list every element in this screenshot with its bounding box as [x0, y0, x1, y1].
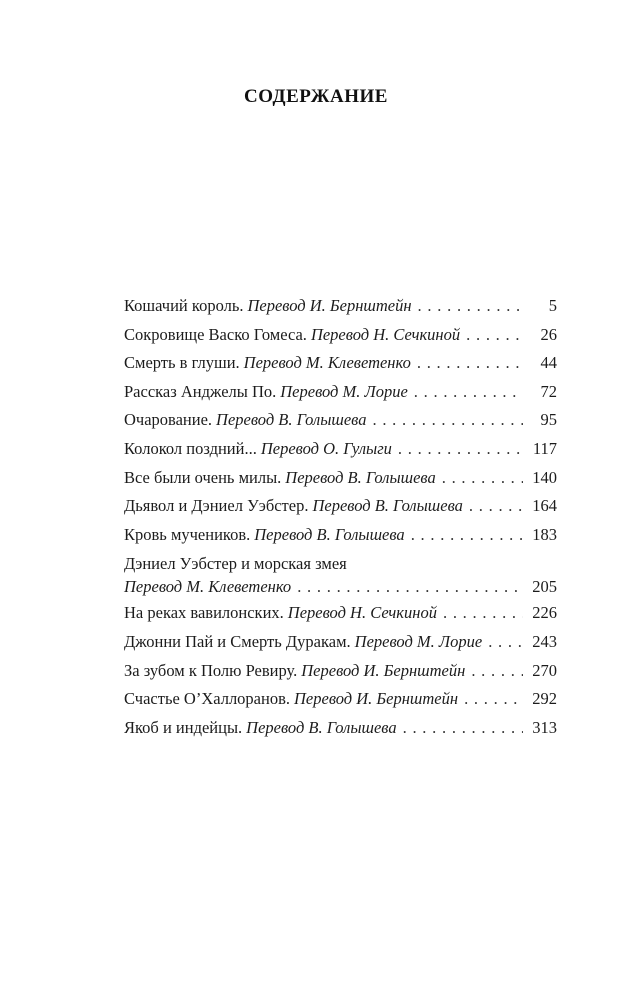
- toc-entry[interactable]: [124, 599, 557, 628]
- entry-title: На реках вавилонских.: [124, 603, 284, 623]
- entry-page-number: 226: [532, 603, 557, 623]
- dot-leader: [464, 685, 523, 714]
- toc-entry[interactable]: [124, 685, 557, 714]
- entry-translator: Перевод М. Клеветенко: [124, 577, 292, 597]
- dot-leader: [403, 714, 523, 743]
- entry-page-number: 205: [532, 577, 557, 597]
- entry-translator: Перевод В. Голышева: [312, 496, 463, 516]
- toc-entry[interactable]: [124, 378, 557, 407]
- entry-page-number: 164: [532, 496, 557, 516]
- toc-entry[interactable]: [124, 628, 557, 657]
- toc-entry[interactable]: [124, 521, 557, 550]
- dot-leader: [372, 406, 523, 435]
- entry-translator: Перевод Н. Сечкиной: [287, 603, 437, 623]
- entry-translator: Перевод М. Клеветенко: [243, 353, 411, 373]
- toc-entry[interactable]: [124, 435, 557, 464]
- toc-entry[interactable]: [124, 321, 557, 350]
- entry-translator: Перевод М. Лорие: [280, 381, 408, 401]
- entry-page-number: 313: [532, 717, 557, 737]
- toc-entry[interactable]: [124, 714, 557, 743]
- dot-leader: [443, 599, 523, 628]
- dot-leader: [417, 349, 523, 378]
- toc-entry[interactable]: [124, 492, 557, 521]
- entry-page-number: 26: [540, 324, 557, 344]
- toc-entry[interactable]: [124, 349, 557, 378]
- entry-title: Колокол поздний...: [124, 438, 257, 458]
- dot-leader: [488, 628, 523, 657]
- dot-leader: [442, 464, 523, 493]
- entry-translator: Перевод И. Бернштейн: [294, 689, 459, 709]
- entry-translator: Перевод Н. Сечкиной: [310, 324, 461, 344]
- toc-entry[interactable]: [124, 292, 557, 321]
- toc-entry[interactable]: [124, 657, 557, 686]
- entry-translator: Перевод В. Голышева: [285, 467, 436, 487]
- entry-page-number: 140: [532, 467, 557, 487]
- entry-page-number: 117: [532, 438, 557, 458]
- entry-title: Все были очень милы.: [124, 467, 282, 487]
- page-title: СОДЕРЖАНИЕ: [244, 86, 388, 107]
- entry-translator: Перевод И. Бернштейн: [247, 296, 412, 315]
- toc-entry[interactable]: [124, 464, 557, 493]
- dot-leader: [471, 657, 523, 686]
- entry-title: Рассказ Анджелы По.: [124, 381, 277, 401]
- entry-page-number: 5: [548, 296, 557, 315]
- entry-page-number: 72: [540, 381, 557, 401]
- dot-leader: [466, 321, 523, 350]
- toc-entry[interactable]: [124, 549, 557, 599]
- entry-page-number: 292: [532, 689, 557, 709]
- entry-translator: Перевод О. Гулыги: [260, 438, 392, 458]
- entry-translator: Перевод В. Голышева: [216, 410, 367, 430]
- table-of-contents: [124, 292, 557, 742]
- entry-title: Очарование.: [124, 410, 213, 430]
- entry-title: Кошачий король.: [124, 296, 244, 315]
- entry-translator: Перевод М. Лорие: [354, 631, 483, 651]
- dot-leader: [418, 292, 523, 321]
- entry-title: Дэниел Уэбстер и морская змея: [124, 554, 347, 574]
- entry-page-number: 243: [532, 631, 557, 651]
- dot-leader: [411, 521, 523, 550]
- dot-leader: [297, 575, 523, 599]
- entry-translator: Перевод В. Голышева: [254, 524, 405, 544]
- dot-leader: [469, 492, 523, 521]
- entry-title: Джонни Пай и Смерть Дуракам.: [124, 631, 351, 651]
- entry-title: Счастье О’Халлоранов.: [124, 689, 290, 709]
- entry-title: Сокровище Васко Гомеса.: [124, 324, 307, 344]
- entry-page-number: 95: [540, 410, 557, 430]
- toc-entry[interactable]: [124, 406, 557, 435]
- entry-translator: Перевод В. Голышева: [246, 717, 397, 737]
- entry-title: Кровь мучеников.: [124, 524, 251, 544]
- entry-translator: Перевод И. Бернштейн: [301, 660, 466, 680]
- entry-title: За зубом к Полю Ревиру.: [124, 660, 298, 680]
- dot-leader: [398, 435, 523, 464]
- entry-page-number: 183: [532, 524, 557, 544]
- entry-title: Смерть в глуши.: [124, 353, 240, 373]
- entry-page-number: 44: [540, 353, 557, 373]
- entry-page-number: 270: [532, 660, 557, 680]
- dot-leader: [414, 378, 523, 407]
- entry-title: Дьявол и Дэниел Уэбстер.: [124, 496, 309, 516]
- entry-title: Якоб и индейцы.: [124, 717, 243, 737]
